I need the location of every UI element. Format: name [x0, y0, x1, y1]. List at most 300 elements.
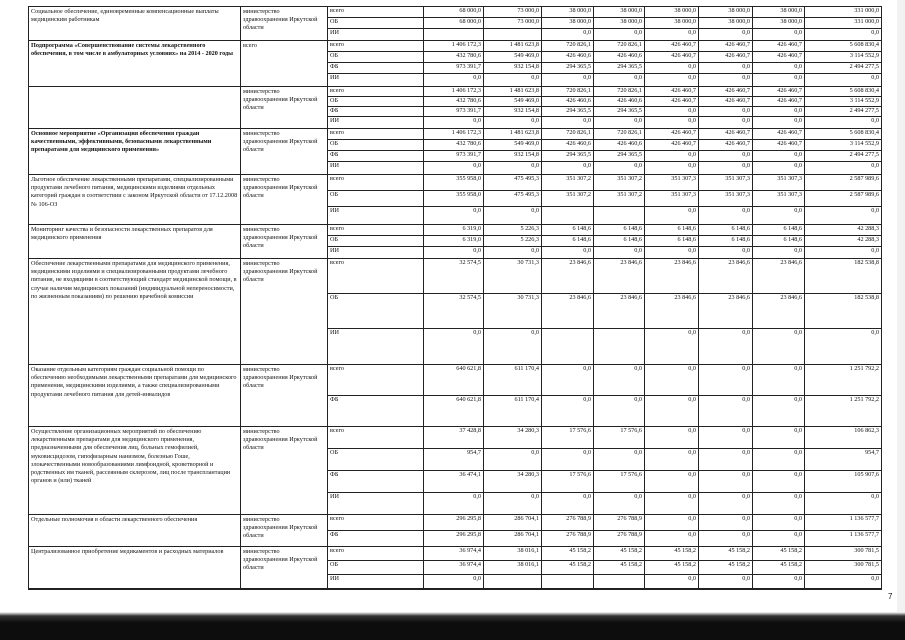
- program-name: Льготное обеспечение лекарственными препаратами, специализированными продуктами лечебного питания, медицинскими изделиями отдельных категорий граждан в соответствии с законом Иркутской области от 17.12.2008 № 106-ОЗ: [29, 175, 241, 224]
- program-name: Отдельные полномочия в области лекарственного обеспечения: [29, 515, 241, 546]
- amount-cell: 351 307,2: [594, 175, 645, 190]
- amount-cell: 973 391,7: [424, 107, 484, 116]
- amount-cell: 351 307,3: [645, 175, 699, 190]
- amount-cell: 426 460,7: [645, 140, 699, 150]
- funding-source-label: всего: [328, 129, 424, 139]
- amount-cell: 0,0: [594, 365, 645, 395]
- amount-cell: 0,0: [753, 449, 805, 470]
- amount-cell: 0,0: [542, 162, 594, 174]
- amount-cell: 0,0: [424, 207, 484, 224]
- amount-cell: 0,0: [871, 493, 879, 500]
- amount-cell: 2 494 277,5: [849, 151, 879, 158]
- amount-cell: [484, 575, 542, 588]
- amount-cell: 0,0: [645, 531, 699, 546]
- amount-cell: 0,0: [645, 365, 699, 395]
- funding-source-row: [328, 129, 881, 140]
- amount-cell: 0,0: [424, 575, 484, 588]
- amount-cell: 23 846,6: [753, 259, 805, 293]
- amount-cell: 17 576,6: [542, 427, 594, 448]
- amount-cell: 0,0: [753, 365, 805, 395]
- executor-name: всего: [241, 41, 328, 86]
- funding-source-label: всего: [328, 41, 424, 51]
- amount-cell: 0,0: [594, 449, 645, 470]
- funding-source-row: [328, 396, 881, 426]
- amount-cell: 34 280,3: [484, 471, 542, 492]
- amount-cell: 0,0: [753, 427, 805, 448]
- funding-source-label: всего: [328, 7, 424, 17]
- amount-cell: 0,0: [645, 493, 699, 514]
- table-row: [29, 547, 881, 589]
- funding-source-label: ОБ: [328, 191, 424, 206]
- amount-cell: 300 781,5: [854, 561, 879, 568]
- amount-cell: 426 460,7: [699, 52, 753, 62]
- amount-cell: 38 000,0: [699, 18, 753, 28]
- amount-cell: 0,0: [484, 207, 542, 224]
- amount-cell: 0,0: [699, 531, 753, 546]
- funding-source-row: [328, 531, 881, 546]
- amount-cell: 0,0: [753, 74, 805, 86]
- amount-cell: 45 158,2: [542, 547, 594, 560]
- funding-source-label: ОБ: [328, 140, 424, 150]
- amount-cell: 6 148,6: [645, 225, 699, 235]
- amount-cell: 351 307,3: [645, 191, 699, 206]
- amount-cell: 475 495,3: [484, 191, 542, 206]
- amount-cell: 0,0: [871, 575, 879, 582]
- amount-cell: 38 000,0: [753, 7, 805, 17]
- amount-cell: 45 158,2: [542, 561, 594, 574]
- amount-cell: 45 158,2: [594, 561, 645, 574]
- amount-cell: 6 148,6: [542, 236, 594, 246]
- funding-source-label: ОБ: [328, 236, 424, 246]
- amount-cell: 38 000,0: [542, 18, 594, 28]
- amount-cell: 0,0: [753, 493, 805, 514]
- executor-name: министерство здравоохранения Иркутской области: [241, 365, 328, 426]
- amount-cell: 0,0: [753, 29, 805, 40]
- amount-cell: 42 288,3: [857, 225, 879, 232]
- amount-cell: 300 781,5: [854, 547, 879, 554]
- executor-name: министерство здравоохранения Иркутской области: [241, 515, 328, 546]
- amount-cell: 5 608 830,4: [849, 129, 879, 136]
- funding-source-row: [328, 191, 881, 207]
- amount-cell: 1 481 623,8: [484, 41, 542, 51]
- amount-cell: 0,0: [871, 329, 879, 336]
- amount-cell: 426 460,6: [594, 140, 645, 150]
- amount-cell: 351 307,3: [753, 175, 805, 190]
- amount-cell: 0,0: [645, 575, 699, 588]
- amount-cell: 0,0: [753, 207, 805, 224]
- amount-cell: [594, 575, 645, 588]
- amount-cell: 426 460,7: [753, 129, 805, 139]
- executor-name: министерство здравоохранения Иркутской области: [241, 7, 328, 40]
- amount-cell: 640 621,8: [424, 396, 484, 426]
- amount-cell: 45 158,2: [645, 561, 699, 574]
- amount-cell: 45 158,2: [753, 547, 805, 560]
- amount-cell: 0,0: [645, 449, 699, 470]
- amount-cell: 23 846,6: [594, 294, 645, 328]
- table-row: [29, 427, 881, 515]
- amount-cell: 6 148,6: [753, 236, 805, 246]
- amount-cell: 0,0: [645, 151, 699, 161]
- amount-cell: 45 158,2: [645, 547, 699, 560]
- amount-cell: 68 000,0: [424, 18, 484, 28]
- amount-cell: 286 704,1: [484, 515, 542, 530]
- amount-cell: 0,0: [753, 247, 805, 258]
- amount-cell: 0,0: [699, 471, 753, 492]
- amount-cell: 351 307,3: [699, 175, 753, 190]
- amount-cell: 0,0: [699, 117, 753, 128]
- amount-cell: 426 460,6: [542, 52, 594, 62]
- executor-name: министерство здравоохранения Иркутской области: [241, 129, 328, 174]
- amount-cell: 549 469,0: [484, 140, 542, 150]
- table-row: [29, 515, 881, 547]
- amount-cell: 0,0: [753, 531, 805, 546]
- amount-cell: 73 000,0: [484, 7, 542, 17]
- amount-cell: 294 365,5: [542, 63, 594, 73]
- amount-cell: 0,0: [699, 365, 753, 395]
- amount-cell: 0,0: [753, 396, 805, 426]
- funding-source-row: [328, 97, 881, 107]
- amount-cell: 0,0: [699, 207, 753, 224]
- funding-source-row: [328, 117, 881, 128]
- amount-cell: 426 460,7: [699, 87, 753, 96]
- amount-cell: 6 148,6: [699, 236, 753, 246]
- amount-cell: 38 000,0: [645, 18, 699, 28]
- funding-source-label: ФБ: [328, 107, 424, 116]
- funding-source-label: всего: [328, 427, 424, 448]
- executor-name: министерство здравоохранения Иркутской области: [241, 427, 328, 514]
- amount-cell: 720 826,1: [542, 41, 594, 51]
- amount-cell: 276 788,9: [542, 531, 594, 546]
- amount-cell: 426 460,7: [699, 129, 753, 139]
- amount-cell: 351 307,3: [753, 191, 805, 206]
- amount-cell: 37 428,8: [424, 427, 484, 448]
- funding-source-row: [328, 140, 881, 151]
- amount-cell: 426 460,7: [645, 129, 699, 139]
- amount-cell: 2 494 277,5: [849, 63, 879, 70]
- amount-cell: 331 000,0: [854, 7, 879, 14]
- amount-cell: 0,0: [594, 29, 645, 40]
- funding-source-label: ФБ: [328, 63, 424, 73]
- amount-cell: 68 000,0: [424, 7, 484, 17]
- funding-source-row: [328, 7, 881, 18]
- amount-cell: 1 406 172,3: [424, 129, 484, 139]
- amount-cell: 426 460,7: [645, 97, 699, 106]
- amount-cell: 0,0: [594, 493, 645, 514]
- amount-cell: 0,0: [699, 151, 753, 161]
- amount-cell: 6 148,6: [594, 236, 645, 246]
- amount-cell: 0,0: [753, 515, 805, 530]
- amount-cell: 42 288,3: [857, 236, 879, 243]
- funding-source-row: [328, 294, 881, 329]
- amount-cell: 351 307,3: [699, 191, 753, 206]
- amount-cell: 105 907,6: [854, 471, 879, 478]
- amount-cell: 426 460,7: [699, 41, 753, 51]
- amount-cell: 954,7: [424, 449, 484, 470]
- page-number: 7: [888, 592, 893, 601]
- amount-cell: 0,0: [594, 396, 645, 426]
- funding-source-label: ОБ: [328, 561, 424, 574]
- amount-cell: 720 826,1: [594, 41, 645, 51]
- amount-cell: 0,0: [542, 74, 594, 86]
- amount-cell: 0,0: [699, 427, 753, 448]
- amount-cell: 426 460,7: [645, 41, 699, 51]
- funding-source-label: всего: [328, 175, 424, 190]
- amount-cell: 17 576,6: [594, 427, 645, 448]
- amount-cell: 932 154,8: [484, 107, 542, 116]
- table-row: [29, 259, 881, 365]
- funding-source-label: ИИ: [328, 329, 424, 364]
- amount-cell: 0,0: [699, 449, 753, 470]
- funding-source-label: ФБ: [328, 396, 424, 426]
- amount-cell: 6 148,6: [753, 225, 805, 235]
- amount-cell: 1 136 577,7: [849, 515, 879, 522]
- amount-cell: 720 826,1: [542, 87, 594, 96]
- funding-source-row: [328, 329, 881, 364]
- amount-cell: 294 365,5: [542, 151, 594, 161]
- amount-cell: 954,7: [865, 449, 879, 456]
- amount-cell: 2 587 989,6: [849, 175, 879, 182]
- program-name: Мониторинг качества и безопасности лекарственных препаратов для медицинского применения: [29, 225, 241, 258]
- amount-cell: 23 846,6: [699, 294, 753, 328]
- program-name: Социальное обеспечение, единовременные компенсационные выплаты медицинским работникам: [29, 7, 241, 40]
- amount-cell: [542, 575, 594, 588]
- executor-name: министерство здравоохранения Иркутской области: [241, 259, 328, 364]
- amount-cell: 0,0: [645, 63, 699, 73]
- amount-cell: 0,0: [424, 329, 484, 364]
- amount-cell: 355 958,0: [424, 175, 484, 190]
- amount-cell: [594, 207, 645, 224]
- amount-cell: 38 000,0: [542, 7, 594, 17]
- amount-cell: 0,0: [424, 117, 484, 128]
- amount-cell: 1 251 792,2: [849, 396, 879, 403]
- table-row: [29, 365, 881, 427]
- funding-source-label: ФБ: [328, 151, 424, 161]
- amount-cell: 32 574,5: [424, 259, 484, 293]
- amount-cell: 549 469,0: [484, 97, 542, 106]
- amount-cell: 296 295,8: [424, 515, 484, 530]
- amount-cell: 426 460,7: [753, 87, 805, 96]
- amount-cell: 0,0: [424, 74, 484, 86]
- amount-cell: 38 000,0: [699, 7, 753, 17]
- amount-cell: 0,0: [594, 247, 645, 258]
- funding-source-row: [328, 207, 881, 224]
- amount-cell: 0,0: [542, 29, 594, 40]
- amount-cell: 720 826,1: [542, 129, 594, 139]
- funding-source-row: [328, 29, 881, 40]
- amount-cell: 3 114 552,9: [849, 52, 879, 59]
- amount-cell: 426 460,7: [699, 97, 753, 106]
- amount-cell: 720 826,1: [594, 129, 645, 139]
- table-row: [29, 41, 881, 87]
- amount-cell: 0,0: [871, 74, 879, 81]
- amount-cell: 0,0: [871, 29, 879, 36]
- amount-cell: 0,0: [753, 162, 805, 174]
- funding-source-label: ИИ: [328, 207, 424, 224]
- amount-cell: 0,0: [594, 117, 645, 128]
- amount-cell: 6 148,6: [542, 225, 594, 235]
- funding-source-row: [328, 162, 881, 174]
- amount-cell: 0,0: [424, 493, 484, 514]
- amount-cell: 36 474,1: [424, 471, 484, 492]
- amount-cell: 351 307,2: [542, 175, 594, 190]
- amount-cell: 0,0: [699, 247, 753, 258]
- funding-source-row: [328, 427, 881, 449]
- amount-cell: 426 460,7: [753, 140, 805, 150]
- amount-cell: 720 826,1: [594, 87, 645, 96]
- executor-name: министерство здравоохранения Иркутской области: [241, 547, 328, 588]
- funding-source-row: [328, 365, 881, 396]
- amount-cell: 432 780,6: [424, 97, 484, 106]
- scan-shadow: [0, 612, 905, 622]
- amount-cell: 45 158,2: [699, 547, 753, 560]
- amount-cell: 426 460,7: [645, 52, 699, 62]
- amount-cell: 38 000,0: [753, 18, 805, 28]
- amount-cell: 611 170,4: [484, 365, 542, 395]
- amount-cell: 182 538,8: [854, 294, 879, 301]
- amount-cell: 0,0: [645, 247, 699, 258]
- amount-cell: 0,0: [753, 329, 805, 364]
- amount-cell: 0,0: [484, 247, 542, 258]
- amount-cell: 23 846,6: [542, 294, 594, 328]
- amount-cell: 23 846,6: [699, 259, 753, 293]
- amount-cell: 1 406 172,3: [424, 87, 484, 96]
- amount-cell: 276 788,9: [594, 515, 645, 530]
- funding-source-label: ИИ: [328, 493, 424, 514]
- amount-cell: 0,0: [424, 162, 484, 174]
- amount-cell: 0,0: [871, 247, 879, 254]
- amount-cell: 294 365,5: [542, 107, 594, 116]
- amount-cell: 0,0: [645, 107, 699, 116]
- executor-name: министерство здравоохранения Иркутской области: [241, 175, 328, 224]
- amount-cell: 6 319,0: [424, 225, 484, 235]
- funding-source-label: ИИ: [328, 575, 424, 588]
- amount-cell: 0,0: [699, 74, 753, 86]
- table-row: [29, 87, 881, 129]
- amount-cell: 45 158,2: [699, 561, 753, 574]
- amount-cell: 0,0: [645, 74, 699, 86]
- funding-source-label: ИИ: [328, 74, 424, 86]
- amount-cell: 0,0: [699, 515, 753, 530]
- amount-cell: 36 974,4: [424, 547, 484, 560]
- funding-source-label: всего: [328, 515, 424, 530]
- amount-cell: 0,0: [871, 117, 879, 124]
- amount-cell: 32 574,5: [424, 294, 484, 328]
- funding-source-row: [328, 236, 881, 247]
- amount-cell: 426 460,6: [542, 97, 594, 106]
- amount-cell: 38 000,0: [645, 7, 699, 17]
- amount-cell: 0,0: [594, 162, 645, 174]
- amount-cell: 0,0: [753, 575, 805, 588]
- amount-cell: 0,0: [699, 575, 753, 588]
- amount-cell: [594, 329, 645, 364]
- amount-cell: 0,0: [753, 117, 805, 128]
- amount-cell: 73 000,0: [484, 18, 542, 28]
- funding-source-label: всего: [328, 547, 424, 560]
- program-name: Осуществление организационных мероприятий по обеспечению лекарственными препаратами для медицинского применения, предназначенными для обеспечения лиц, больных гемофилией, муковисцидозом, гипофизарным нанизмом, болезнью Гоше, злокачественными новообразованиями лимфоидной, кроветворной и родственных им тканей, рассеянным склерозом, лиц после трансплантации органов и (или) тканей: [29, 427, 241, 514]
- amount-cell: 611 170,4: [484, 396, 542, 426]
- funding-source-label: ФБ: [328, 531, 424, 546]
- amount-cell: 45 158,2: [594, 547, 645, 560]
- amount-cell: 3 114 552,9: [849, 97, 879, 104]
- amount-cell: 6 148,6: [594, 225, 645, 235]
- amount-cell: 426 460,7: [699, 140, 753, 150]
- amount-cell: 0,0: [645, 207, 699, 224]
- funding-source-row: [328, 449, 881, 471]
- amount-cell: [542, 329, 594, 364]
- amount-cell: 0,0: [542, 365, 594, 395]
- amount-cell: 426 460,6: [594, 97, 645, 106]
- amount-cell: 0,0: [699, 329, 753, 364]
- amount-cell: 2 494 277,5: [849, 107, 879, 114]
- amount-cell: 549 469,0: [484, 52, 542, 62]
- amount-cell: 0,0: [699, 493, 753, 514]
- funding-source-label: всего: [328, 365, 424, 395]
- amount-cell: 0,0: [542, 247, 594, 258]
- amount-cell: [484, 29, 542, 40]
- table-row: [29, 7, 881, 41]
- amount-cell: 30 731,3: [484, 259, 542, 293]
- amount-cell: 475 495,3: [484, 175, 542, 190]
- table-row: [29, 175, 881, 225]
- amount-cell: 38 000,0: [594, 18, 645, 28]
- amount-cell: 0,0: [542, 117, 594, 128]
- program-name: Основное мероприятие «Организация обеспечения граждан качественными, эффективными, безопасными лекарственными препаратами для медицинского применения»: [29, 129, 241, 174]
- funding-source-row: [328, 18, 881, 29]
- amount-cell: 6 148,6: [699, 225, 753, 235]
- amount-cell: 426 460,7: [753, 97, 805, 106]
- amount-cell: 23 846,6: [753, 294, 805, 328]
- amount-cell: 351 307,2: [594, 191, 645, 206]
- amount-cell: 432 780,6: [424, 52, 484, 62]
- amount-cell: 973 391,7: [424, 151, 484, 161]
- amount-cell: 0,0: [753, 151, 805, 161]
- amount-cell: 0,0: [484, 74, 542, 86]
- funding-source-row: [328, 175, 881, 191]
- amount-cell: 1 406 172,3: [424, 41, 484, 51]
- amount-cell: 5 608 830,4: [849, 87, 879, 94]
- amount-cell: 23 846,6: [645, 294, 699, 328]
- amount-cell: 331 000,0: [854, 18, 879, 25]
- amount-cell: 23 846,6: [542, 259, 594, 293]
- program-name: Централизованное приобретение медикаментов и расходных материалов: [29, 547, 241, 588]
- amount-cell: 0,0: [542, 396, 594, 426]
- amount-cell: 38 016,1: [484, 561, 542, 574]
- amount-cell: 3 114 552,9: [849, 140, 879, 147]
- amount-cell: 5 226,3: [484, 236, 542, 246]
- funding-source-label: всего: [328, 259, 424, 293]
- amount-cell: 0,0: [699, 63, 753, 73]
- amount-cell: 182 538,8: [854, 259, 879, 266]
- amount-cell: 426 460,7: [753, 41, 805, 51]
- amount-cell: 276 788,9: [594, 531, 645, 546]
- amount-cell: 0,0: [484, 117, 542, 128]
- amount-cell: 932 154,8: [484, 63, 542, 73]
- funding-source-row: [328, 225, 881, 236]
- amount-cell: 973 391,7: [424, 63, 484, 73]
- amount-cell: 0,0: [484, 162, 542, 174]
- amount-cell: 0,0: [424, 247, 484, 258]
- amount-cell: 294 365,5: [594, 107, 645, 116]
- amount-cell: 0,0: [753, 63, 805, 73]
- program-name: [29, 87, 241, 128]
- amount-cell: 426 460,6: [542, 140, 594, 150]
- amount-cell: 426 460,7: [645, 87, 699, 96]
- amount-cell: 0,0: [645, 117, 699, 128]
- amount-cell: 38 016,1: [484, 547, 542, 560]
- amount-cell: 351 307,2: [542, 191, 594, 206]
- amount-cell: 23 846,6: [645, 259, 699, 293]
- scan-border: [0, 622, 905, 640]
